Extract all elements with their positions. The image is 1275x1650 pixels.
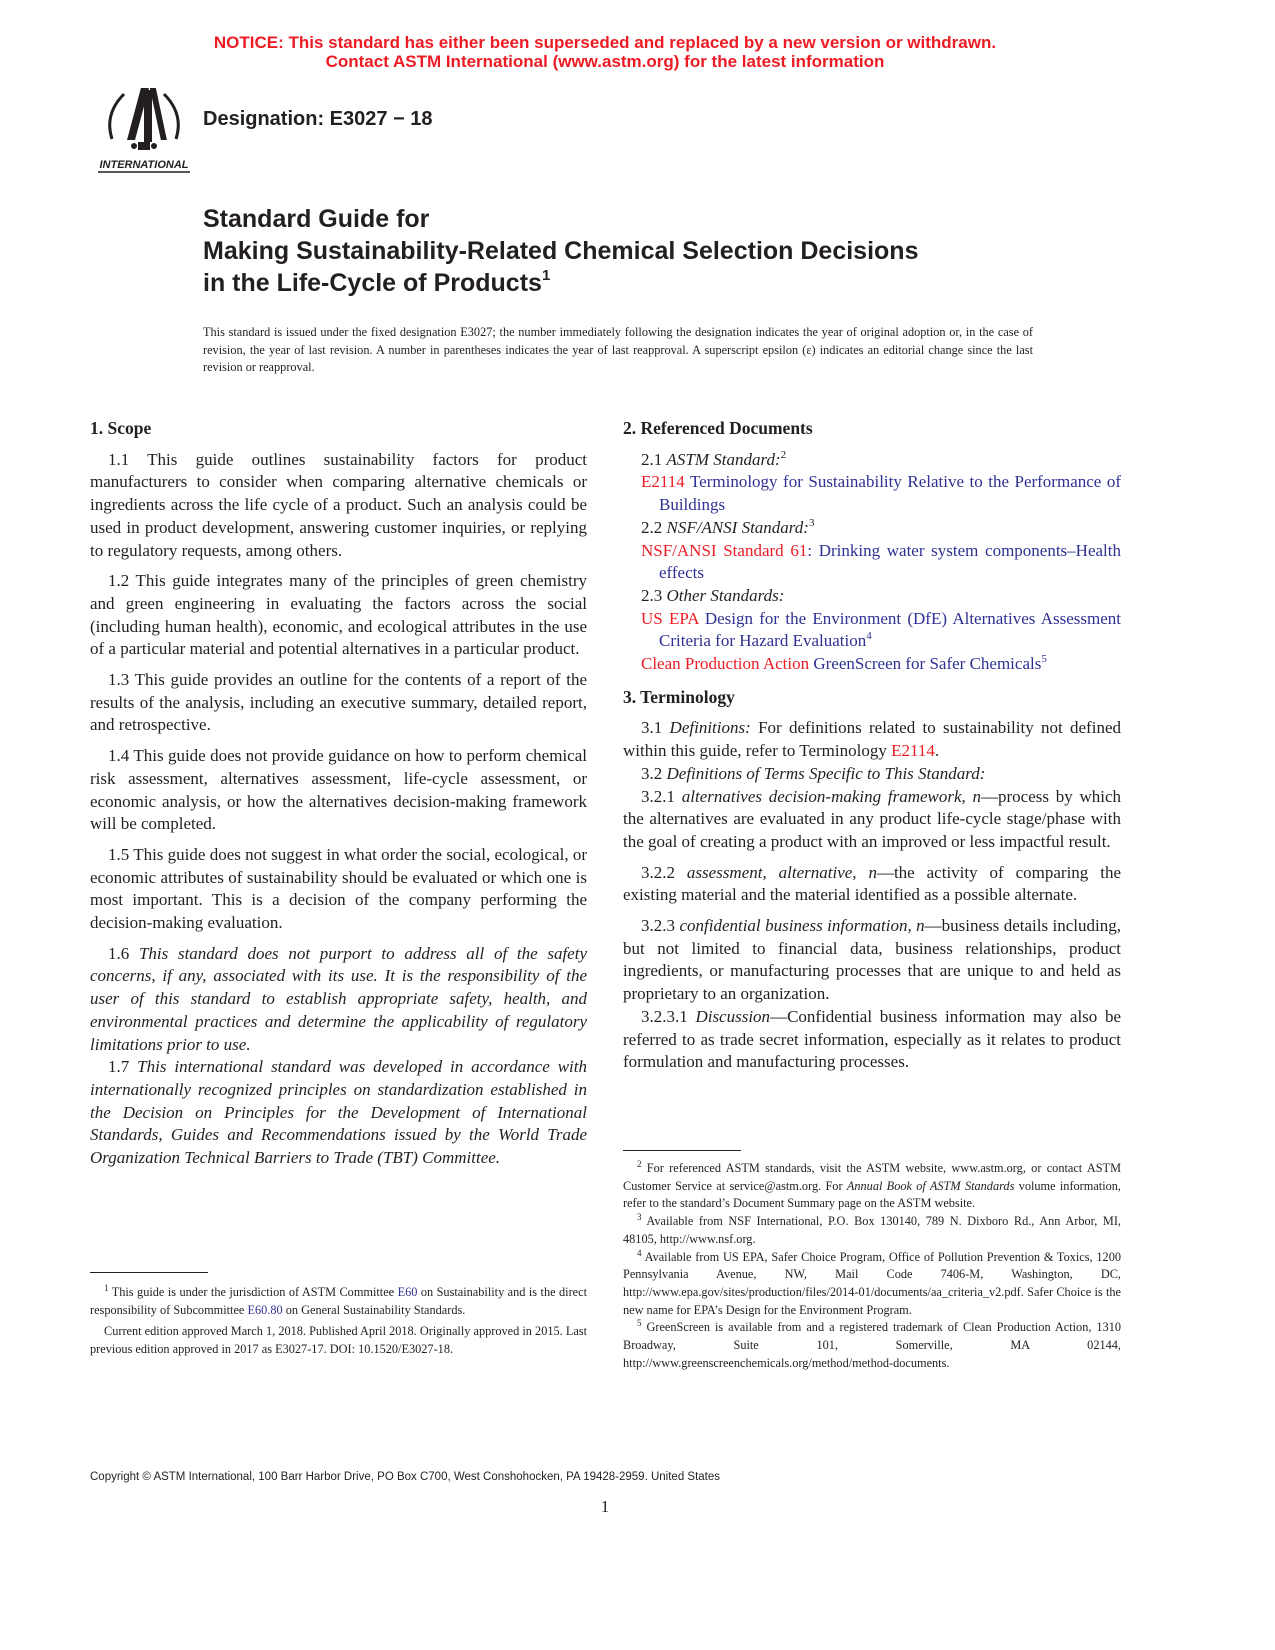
title-line-3: in the Life-Cycle of Products (203, 269, 542, 297)
page-title (203, 203, 1103, 299)
title-footnote-mark: 1 (541, 267, 551, 284)
term-3-2-1-term: alternatives decision-making framework, n (681, 786, 981, 806)
term-3-2 (623, 763, 1121, 786)
scope-heading: 1. Scope (90, 418, 152, 438)
footnote-rule-left (90, 1272, 208, 1273)
notice-line-2: Contact ASTM International (www.astm.org) for the latest information (325, 52, 885, 71)
ref-2-1-num: 2.1 (641, 449, 663, 469)
term-3-1-label: Definitions: (669, 718, 751, 738)
notice-line-1: NOTICE: This standard has either been superseded and replaced by a new version or withdrawn. (213, 33, 997, 52)
ref-2-3-label: Other Standards: (666, 585, 785, 605)
ref-2-2-mark: 3 (808, 516, 815, 529)
footnote-5 (623, 1319, 1121, 1372)
issued-note: This standard is issued under the fixed designation E3027; the number immediately following the designation indicates the year of original adoption or, in the case of revision, the year of last revision. A number in parentheses indicates the year of last reapproval. A superscript epsilon (ε) indicates an editorial change since the last revision or reapproval. (203, 325, 1033, 374)
ref-2-1-mark: 2 (780, 448, 787, 461)
term-3-2-num: 3.2 (641, 763, 663, 783)
ref-nsf-link[interactable] (623, 540, 1121, 585)
footnote-1-edition: Current edition approved March 1, 2018. Published April 2018. Originally approved in 2015. Last previous edition approved in 2017 as E3027-17. DOI: 10.1520/E3027-18. (90, 1324, 587, 1357)
ref-epa-mark: 4 (866, 630, 872, 643)
title-line-2: Making Sustainability-Related Chemical Selection Decisions (203, 237, 919, 265)
copyright: Copyright © ASTM International, 100 Barr Harbor Drive, PO Box C700, West Conshohocken, PA 19428-2959. United States (90, 1471, 721, 1483)
term-3-2-3-1-num: 3.2.3.1 (641, 1006, 688, 1026)
term-3-2-1-text: —process by which the alternatives are evaluated in any product life-cycle stage/phase with the goal of creating a product with an improved or less impactful result. (623, 786, 1122, 851)
scope-1-7 (90, 1056, 587, 1170)
footnote-5-text: GreenScreen is available from and a registered trademark of Clean Production Action, 1310 Broadway, Suite 101, Somerville, MA 02144, http://www.greenscreenchemicals.org/method/method-documents. (623, 1320, 1121, 1370)
footnote-2-italic: Annual Book of ASTM Standards (846, 1178, 1015, 1193)
footnote-rule-right (623, 1150, 741, 1151)
ref-nsf-title[interactable]: : Drinking water system components–Health effects (659, 540, 1121, 583)
scope-1-1: 1.1 This guide outlines sustainability factors for product manufacturers to consider when comparing alternative chemicals or ingredients across the life cycle of a product. Such an analysis could be used in product development, answering customer inquiries, or replying to regulatory requests, among others. (90, 449, 587, 560)
term-3-2-2 (623, 862, 1121, 907)
designation: Designation: E3027 − 18 (203, 108, 433, 130)
scope-1-6 (90, 943, 587, 1057)
page-number: 1 (600, 1497, 610, 1516)
term-3-2-2-text: —the activity of comparing the existing material and the material identified as a possible alternate. (623, 862, 1121, 905)
footnote-2-text-a: For referenced ASTM standards, visit the ASTM website, www.astm.org, or contact ASTM Customer Service at service@astm.org. For (623, 1161, 1121, 1193)
ref-epa-link[interactable] (623, 608, 1121, 653)
astm-logo-icon (94, 84, 194, 176)
term-3-2-3 (623, 915, 1121, 1006)
ref-e2114-link[interactable] (623, 471, 1121, 516)
footnote-4-mark: 4 (637, 1247, 642, 1258)
term-3-1-text: For definitions related to sustainability not defined within this guide, refer to Terminology (623, 718, 1121, 761)
footnote-1-text-a: This guide is under the jurisdiction of ASTM Committee (111, 1285, 395, 1299)
ref-epa-code[interactable]: US EPA (641, 608, 699, 628)
scope-1-4: 1.4 This guide does not provide guidance on how to perform chemical risk assessment, alternatives assessment, life-cycle assessment, or economic analysis, or how the alternatives decision-making framework will be completed. (90, 746, 587, 834)
ref-2-2-num: 2.2 (641, 517, 663, 537)
footnote-1-link-e6080[interactable]: E60.80 (247, 1302, 283, 1317)
scope-1-6-text: This standard does not purport to address all of the safety concerns, if any, associated with its use. It is the responsibility of the user of this standard to establish appropriate safety, health, and environmental practices and determine the applicability of regulatory limitations prior to use. (90, 943, 587, 1054)
right-column (623, 417, 1121, 1082)
terminology-heading: 3. Terminology (623, 686, 735, 707)
footnotes-right (623, 1160, 1121, 1372)
footnote-2-mark: 2 (637, 1159, 642, 1169)
term-3-1-link-e2114[interactable]: E2114 (891, 741, 935, 761)
term-3-2-3-1-text: —Confidential business information may also be referred to as trade secret information, especially as it relates to product formulation and manufacturing processes. (623, 1006, 1122, 1072)
ref-cpa-mark: 5 (1041, 653, 1047, 666)
scope-1-2: 1.2 This guide integrates many of the principles of green chemistry and green engineering in evaluating the factors across the social (including human health), economic, and ecological attributes in the use of a particular material and potential alternatives in a particular product. (90, 571, 587, 659)
footnote-1-text-b: on Sustainability and is the direct responsibility of Subcommittee (90, 1285, 587, 1317)
footnote-5-mark: 5 (637, 1318, 642, 1329)
term-3-2-3-text: —business details including, but not limited to financial data, business relationships, product ingredients, or manufacturing processes that are unique to and held as proprietary to an organization. (623, 916, 1122, 1004)
footnote-3-mark: 3 (637, 1212, 642, 1223)
left-column (90, 417, 587, 1178)
ref-2-1 (623, 449, 1121, 472)
title-line-1: Standard Guide for (203, 205, 430, 233)
footnote-2-text-b: volume information, refer to the standard’s Document Summary page on the ASTM website. (623, 1178, 1122, 1211)
logo-text: INTERNATIONAL (99, 159, 189, 171)
ref-2-2 (623, 517, 1121, 540)
term-3-2-1-num: 3.2.1 (641, 786, 675, 806)
scope-1-7-text: This international standard was developed in accordance with internationally recognized principles on standardization established in the Decision on Principles for the Development of International Standards, Guides and Recommendations issued by the World Trade Organization Technical Barriers to Trade (TBT) Committee. (90, 1057, 587, 1168)
ref-2-1-label: ASTM Standard: (666, 449, 781, 469)
footnote-3-text: Available from NSF International, P.O. Box 130140, 789 N. Dixboro Rd., Ann Arbor, MI, 48105, http://www.nsf.org. (623, 1214, 1122, 1246)
ref-nsf-code[interactable]: NSF/ANSI Standard 61 (641, 540, 808, 560)
referenced-heading: 2. Referenced Documents (623, 418, 813, 438)
term-3-2-2-num: 3.2.2 (641, 862, 675, 882)
ref-e2114-code[interactable]: E2114 (641, 472, 685, 492)
footnote-4-text: Available from US EPA, Safer Choice Program, Office of Pollution Prevention & Toxics, 1200 Pennsylvania Avenue, NW, Mail Code 7406-M, Washington, DC, http://www.epa.gov/sites/production/files/2014-01/documents/aa_criteria_v2.pdf. Safer Choice is the new name for EPA’s Design for the Environment Program. (623, 1249, 1121, 1317)
ref-2-3 (623, 585, 1121, 608)
ref-e2114-title[interactable]: Terminology for Sustainability Relative to the Performance of Buildings (659, 472, 1121, 515)
notice-banner (0, 33, 1210, 71)
term-3-2-label: Definitions of Terms Specific to This Standard: (666, 763, 986, 783)
term-3-2-1 (623, 786, 1121, 854)
scope-1-7-num: 1.7 (108, 1057, 130, 1077)
term-3-1-num: 3.1 (641, 718, 663, 738)
term-3-2-3-term: confidential business information, n (679, 916, 925, 936)
ref-cpa-title[interactable]: GreenScreen for Safer Chemicals (813, 654, 1042, 674)
scope-1-6-num: 1.6 (108, 943, 130, 963)
footnote-1 (90, 1284, 587, 1359)
footnote-4 (623, 1249, 1121, 1320)
ref-2-3-num: 2.3 (641, 585, 663, 605)
footnote-1-link-e60[interactable]: E60 (397, 1285, 418, 1299)
term-3-2-3-num: 3.2.3 (641, 916, 675, 936)
ref-epa-title[interactable]: Design for the Environment (DfE) Alternatives Assessment Criteria for Hazard Evaluation (659, 608, 1121, 651)
footnote-1-mark: 1 (104, 1283, 109, 1293)
term-3-2-3-1 (623, 1006, 1121, 1074)
scope-1-3: 1.3 This guide provides an outline for the contents of a report of the results of the analysis, including an executive summary, detailed report, and retrospective. (90, 670, 587, 735)
scope-1-5: 1.5 This guide does not suggest in what order the social, ecological, or economic attributes of sustainability should be evaluated or which one is most important. This is a decision of the company performing the decision-making evaluation. (90, 844, 587, 933)
footnote-3 (623, 1213, 1121, 1248)
term-3-2-3-1-term: Discussion (695, 1006, 771, 1026)
footnote-2 (623, 1160, 1121, 1213)
footnote-1-text-c: on General Sustainability Standards. (285, 1302, 466, 1317)
term-3-2-2-term: assessment, alternative, n (686, 862, 877, 882)
ref-2-2-label: NSF/ANSI Standard: (666, 517, 809, 537)
ref-cpa-link[interactable] (623, 653, 1121, 676)
term-3-1: 3.1 Definitions: For definitions related to sustainability not defined within this guide, refer to Terminology E2114. (623, 718, 1121, 761)
ref-cpa-code[interactable]: Clean Production Action (641, 654, 810, 674)
